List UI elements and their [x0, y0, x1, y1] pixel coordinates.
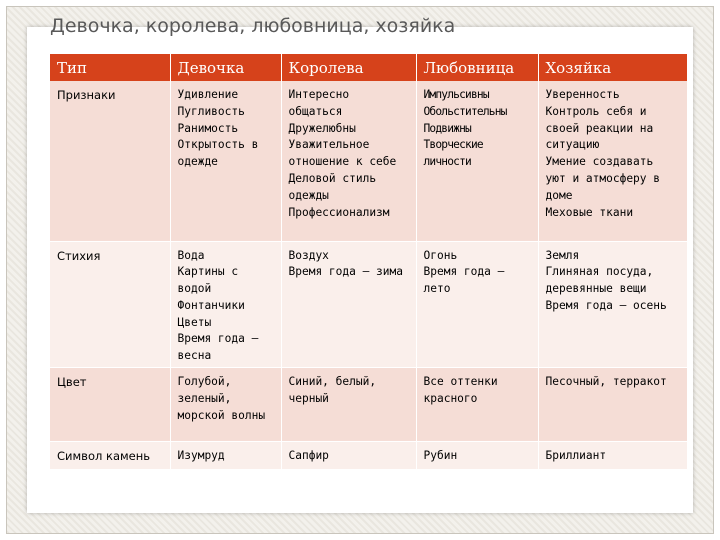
table-cell: Воздух Время года – зима [281, 241, 416, 368]
table-cell: Синий, белый, черный [281, 368, 416, 442]
table-cell: Вода Картины с водой Фонтанчики Цветы Время года – весна [170, 241, 281, 368]
table-row [50, 442, 687, 470]
table-cell: Все оттенки красного [416, 368, 538, 442]
header-type: Тип [50, 54, 170, 81]
header-lover: Любовница [416, 54, 538, 81]
table-cell: Удивление Пугливость Ранимость Открытость в одежде [170, 81, 281, 241]
row-label: Признаки [50, 81, 170, 241]
table-cell: Импульсивны Обольстительны Подвижны Творческие личности [416, 81, 538, 241]
table-row [50, 368, 687, 442]
table-cell: Земля Глиняная посуда, деревянные вещи Время года – осень [538, 241, 687, 368]
row-label: Стихия [50, 241, 170, 368]
header-queen: Королева [281, 54, 416, 81]
table-cell: Песочный, терракот [538, 368, 687, 442]
table-cell: Бриллиант [538, 442, 687, 470]
slide-title: Девочка, королева, любовница, хозяйка [50, 15, 456, 37]
table-row [50, 81, 687, 241]
row-label: Символ камень [50, 442, 170, 470]
table-cell: Рубин [416, 442, 538, 470]
table-cell: Сапфир [281, 442, 416, 470]
table-cell: Голубой, зеленый, морской волны [170, 368, 281, 442]
table-cell: Изумруд [170, 442, 281, 470]
comparison-table [50, 54, 687, 470]
table-cell: Уверенность Контроль себя и своей реакции на ситуацию Умение создавать уют и атмосферу в доме Меховые ткани [538, 81, 687, 241]
header-hostess: Хозяйка [538, 54, 687, 81]
table-cell: Интересно общаться Дружелюбны Уважительное отношение к себе Деловой стиль одежды Профессионализм [281, 81, 416, 241]
table-cell: Огонь Время года – лето [416, 241, 538, 368]
header-girl: Девочка [170, 54, 281, 81]
table-row [50, 241, 687, 368]
table-header-row [50, 54, 687, 81]
row-label: Цвет [50, 368, 170, 442]
